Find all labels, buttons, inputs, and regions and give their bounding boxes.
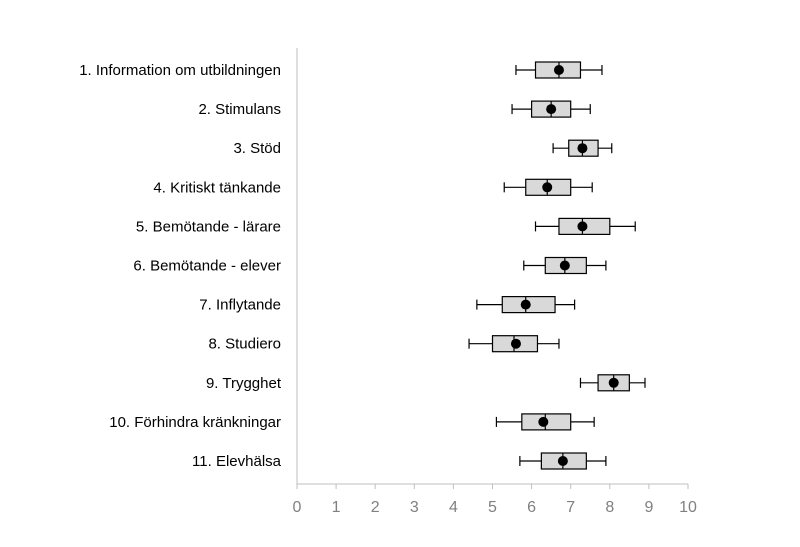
category-label-7: 7. Inflytande — [199, 296, 281, 314]
x-tick-label: 0 — [292, 499, 302, 516]
category-label-6: 6. Bemötande - elever — [133, 257, 281, 275]
mean-marker — [511, 339, 521, 349]
box-group-2 — [512, 101, 590, 117]
x-tick-label: 4 — [448, 499, 458, 516]
box-group-7 — [477, 297, 575, 313]
box-group-9 — [580, 375, 645, 391]
x-tick-label: 3 — [409, 499, 419, 516]
box-group-1 — [516, 62, 602, 78]
mean-marker — [609, 378, 619, 388]
x-tick-label: 1 — [331, 499, 341, 516]
mean-marker — [560, 261, 570, 271]
x-tick-label: 5 — [488, 499, 497, 516]
category-label-5: 5. Bemötande - lärare — [135, 218, 281, 236]
category-label-4: 4. Kritiskt tänkande — [153, 179, 281, 197]
x-tick-label: 10 — [679, 499, 697, 516]
category-label-10: 10. Förhindra kränkningar — [109, 413, 281, 431]
mean-marker — [542, 182, 552, 192]
plot-area — [469, 62, 645, 469]
box-group-4 — [504, 179, 592, 195]
box-group-3 — [553, 140, 612, 156]
x-tick-label: 2 — [370, 499, 380, 516]
box-group-5 — [536, 218, 636, 234]
mean-marker — [546, 104, 556, 114]
mean-marker — [558, 456, 568, 466]
category-label-3: 3. Stöd — [233, 140, 281, 158]
category-label-8: 8. Studiero — [208, 335, 281, 353]
category-label-9: 9. Trygghet — [205, 374, 281, 392]
box-group-8 — [469, 336, 559, 352]
box-group-10 — [496, 414, 594, 430]
category-labels — [79, 62, 282, 470]
mean-marker — [521, 300, 531, 310]
category-label-1: 1. Information om utbildningen — [79, 62, 281, 79]
box-group-11 — [520, 453, 606, 469]
category-label-11: 11. Elevhälsa — [192, 453, 281, 470]
x-tick-label: 9 — [644, 499, 654, 516]
box-group-6 — [524, 258, 606, 274]
x-tick-label: 6 — [527, 499, 537, 516]
mean-marker — [577, 143, 587, 153]
category-label-2: 2. Stimulans — [198, 101, 281, 119]
x-tick-label: 8 — [605, 499, 615, 516]
mean-marker — [577, 221, 587, 231]
x-axis — [293, 48, 697, 516]
x-tick-label: 7 — [566, 499, 576, 516]
mean-marker — [538, 417, 548, 427]
mean-marker — [554, 65, 564, 75]
